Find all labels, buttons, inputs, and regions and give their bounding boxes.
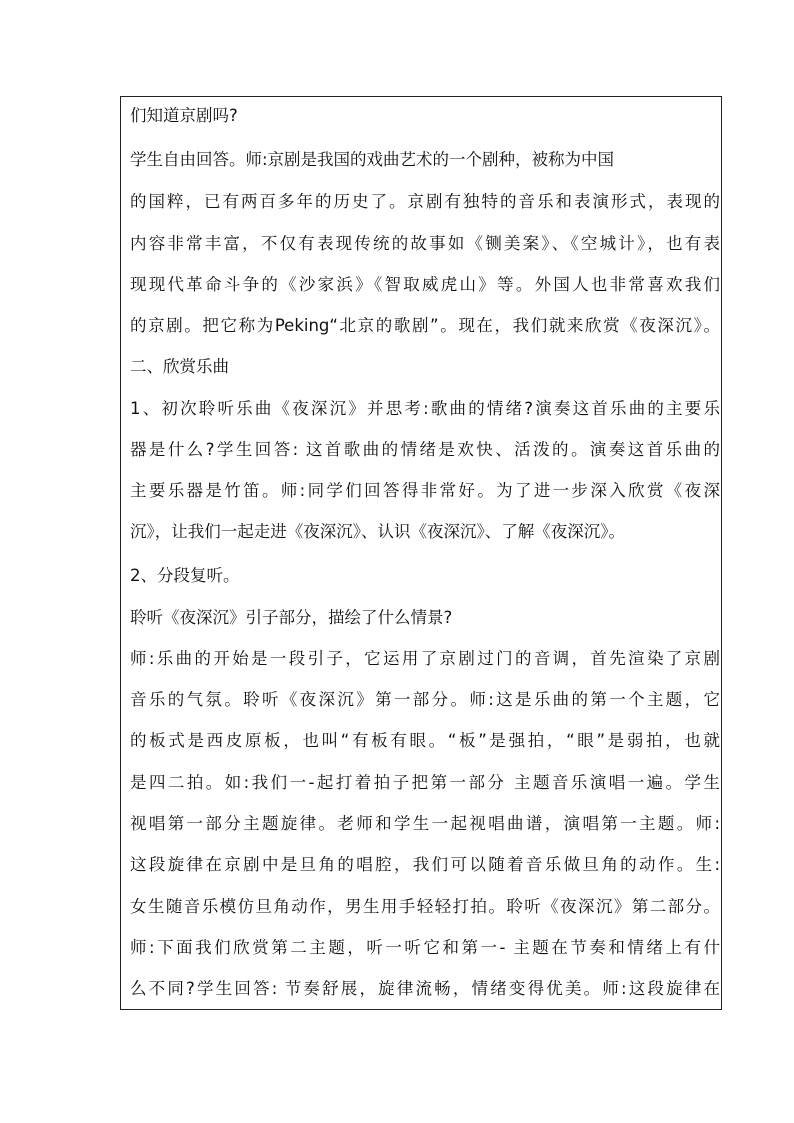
text-line: 师:乐曲的开始是一段引子，它运用了京剧过门的音调，首先渲染了京剧 [130, 649, 720, 668]
text-line: 师:下面我们欣赏第二主题，听一听它和第一- 主题在节奏和情绪上有什 [130, 938, 720, 957]
text-line: 沉》，让我们一起走进《夜深沉》、认识《夜深沉》、了解《夜深沉》。 [130, 522, 625, 541]
text-line: 音乐的气氛。聆听《夜深沉》第一部分。师:这是乐曲的第一个主题，它 [130, 690, 720, 709]
text-line: 的京剧。把它称为Peking“北京的歌剧”。现在，我们就来欣赏《夜深沉》。 [130, 316, 720, 335]
text-line: 视唱第一部分主题旋律。老师和学生一起视唱曲谱，演唱第一主题。师: [130, 814, 720, 833]
text-line: 女生随音乐模仿旦角动作，男生用手轻轻打拍。聆听《夜深沉》第二部分。 [130, 897, 720, 916]
text-line: 这段旋律在京剧中是旦角的唱腔，我们可以随着音乐做旦角的动作。生: [130, 855, 720, 874]
text-line: 们知道京剧吗? [130, 106, 238, 125]
text-line: 器是什么?学生回答: 这首歌曲的情绪是欢快、活泼的。演奏这首乐曲的 [130, 440, 720, 459]
text-line: 的板式是西皮原板，也叫“有板有眼。“板”是强拍，“眼”是弱拍，也就 [130, 731, 720, 750]
section-heading: 二、欣赏乐曲 [130, 357, 229, 376]
text-line: 的国粹，已有两百多年的历史了。京剧有独特的音乐和表演形式，表现的 [130, 192, 720, 211]
text-line: 内容非常丰富，不仅有表现传统的故事如《铡美案》、《空城计》，也有表 [130, 234, 720, 253]
text-line: 么不同?学生回答: 节奏舒展，旋律流畅，情绪变得优美。师:这段旋律在 [130, 979, 720, 998]
text-line: 现现代革命斗争的《沙家浜》《智取威虎山》等。外国人也非常喜欢我们 [130, 275, 720, 294]
text-line: 主要乐器是竹笛。师:同学们回答得非常好。为了进一步深入欣赏《夜深 [130, 481, 720, 500]
text-line: 2、分段复听。 [130, 566, 240, 585]
text-line: 是四二拍。如:我们一-起打着拍子把第一部分 主题音乐演唱一遍。学生 [130, 773, 720, 792]
text-line: 学生自由回答。师:京剧是我国的戏曲艺术的一个剧种，被称为中国 [130, 150, 615, 169]
text-line: 聆听《夜深沉》引子部分，描绘了什么情景? [130, 608, 453, 627]
text-line: 1、初次聆听乐曲《夜深沉》并思考:歌曲的情绪?演奏这首乐曲的主要乐 [130, 399, 720, 418]
